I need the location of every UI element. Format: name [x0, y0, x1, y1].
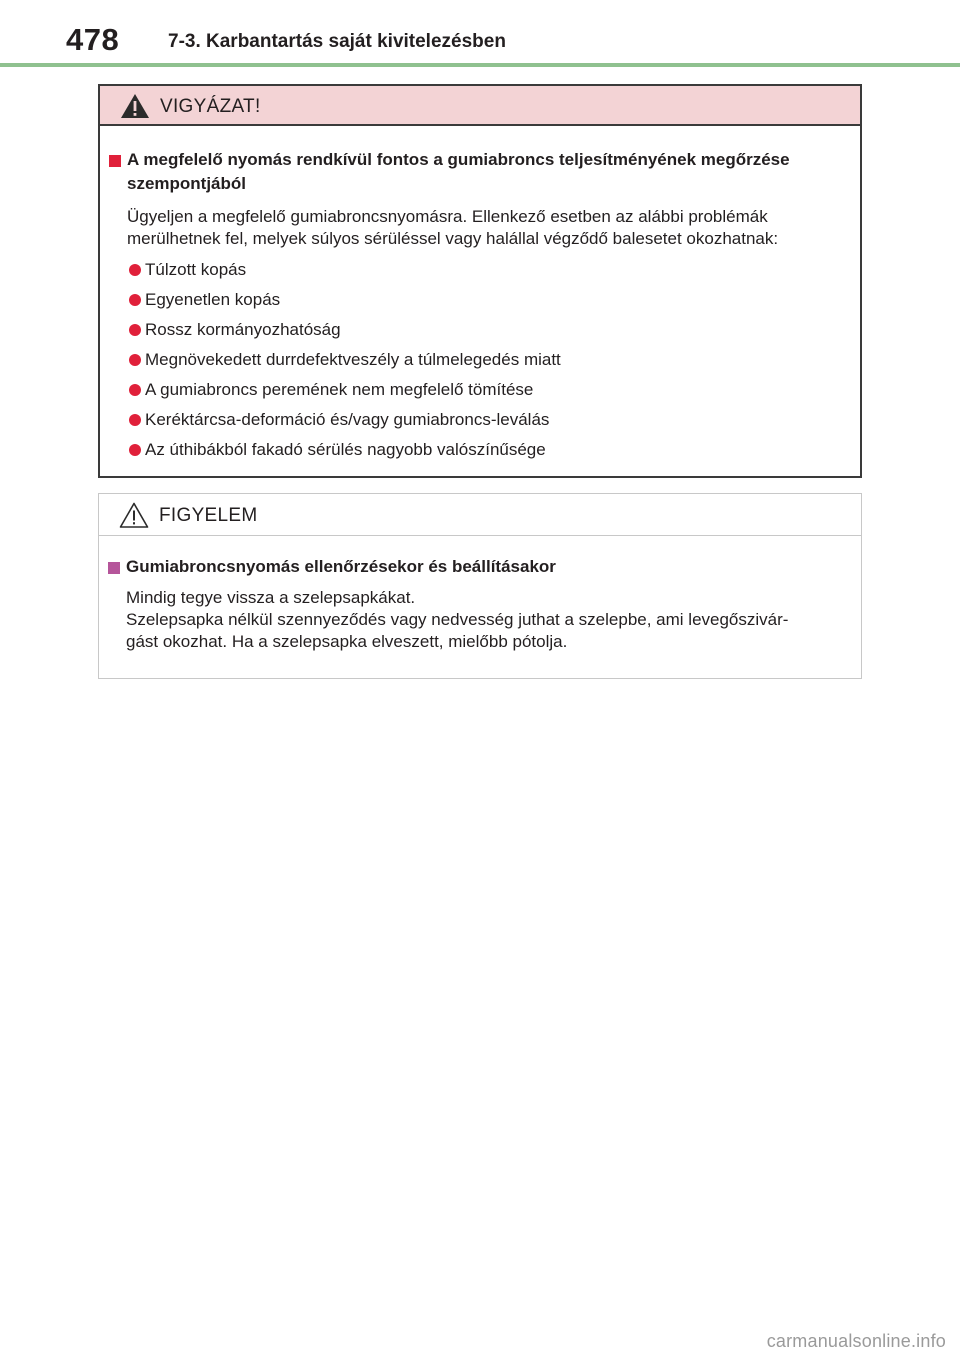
list-item-text: Keréktárcsa-deformáció és/vagy gumiabroncs-leválás: [145, 410, 550, 429]
notice-line: gást okozhat. Ha a szelepsapka elveszett, mielőbb pótolja.: [126, 632, 568, 651]
caution-box: [98, 84, 862, 478]
caution-intro: Ügyeljen a megfelelő gumiabroncsnyomásra. Ellenkező esetben az alábbi problémák merülhetnek fel, melyek súlyos sérüléssel vagy halállal végződő balesetet okozhatnak:: [127, 207, 779, 248]
section-title: 7-3. Karbantartás saját kivitelezésben: [168, 31, 506, 52]
notice-title: FIGYELEM: [159, 505, 258, 526]
caution-heading: [107, 148, 848, 196]
square-bullet-icon: [108, 562, 120, 574]
watermark: carmanualsonline.info: [766, 1331, 946, 1351]
list-item-text: Rossz kormányozhatóság: [145, 320, 341, 339]
list-item: [107, 379, 848, 401]
list-item-text: Túlzott kopás: [145, 260, 247, 279]
list-item-text: Megnövekedett durrdefektveszély a túlmelegedés miatt: [145, 350, 561, 369]
circle-bullet-icon: [129, 444, 141, 456]
list-item-text: Egyenetlen kopás: [145, 290, 281, 309]
circle-bullet-icon: [129, 414, 141, 426]
circle-bullet-icon: [129, 324, 141, 336]
list-item-text: Az úthibákból fakadó sérülés nagyobb valószínűsége: [145, 440, 546, 459]
page-number: 478: [66, 22, 120, 57]
caution-title: VIGYÁZAT!: [160, 96, 261, 117]
circle-bullet-icon: [129, 384, 141, 396]
list-item: [107, 439, 848, 461]
caution-body: [100, 126, 860, 461]
caution-heading-text: A megfelelő nyomás rendkívül fontos a gumiabroncs teljesítményének megőrzése szempontjából: [127, 150, 790, 193]
circle-bullet-icon: [129, 294, 141, 306]
header-rule: [0, 63, 960, 67]
notice-line: Mindig tegye vissza a szelepsapkákat.: [126, 588, 416, 607]
notice-box: [98, 493, 862, 679]
list-item: [107, 319, 848, 341]
square-bullet-icon: [109, 155, 121, 167]
notice-line: Szelepsapka nélkül szennyeződés vagy nedvesség juthat a szelepbe, ami levegőszivár-: [126, 610, 789, 629]
notice-heading: [106, 555, 849, 579]
notice-heading-text: Gumiabroncsnyomás ellenőrzésekor és beállításakor: [126, 557, 556, 576]
circle-bullet-icon: [129, 354, 141, 366]
list-item: [107, 409, 848, 431]
notice-header: [99, 494, 861, 536]
circle-bullet-icon: [129, 264, 141, 276]
list-item: [107, 349, 848, 371]
page-header: [0, 0, 960, 70]
warning-triangle-outline-icon: [119, 501, 149, 529]
list-item: [107, 259, 848, 281]
warning-triangle-filled-icon: [120, 92, 150, 120]
caution-header: [100, 86, 860, 126]
list-item: [107, 289, 848, 311]
notice-body: [99, 536, 861, 653]
list-item-text: A gumiabroncs peremének nem megfelelő tömítése: [145, 380, 534, 399]
